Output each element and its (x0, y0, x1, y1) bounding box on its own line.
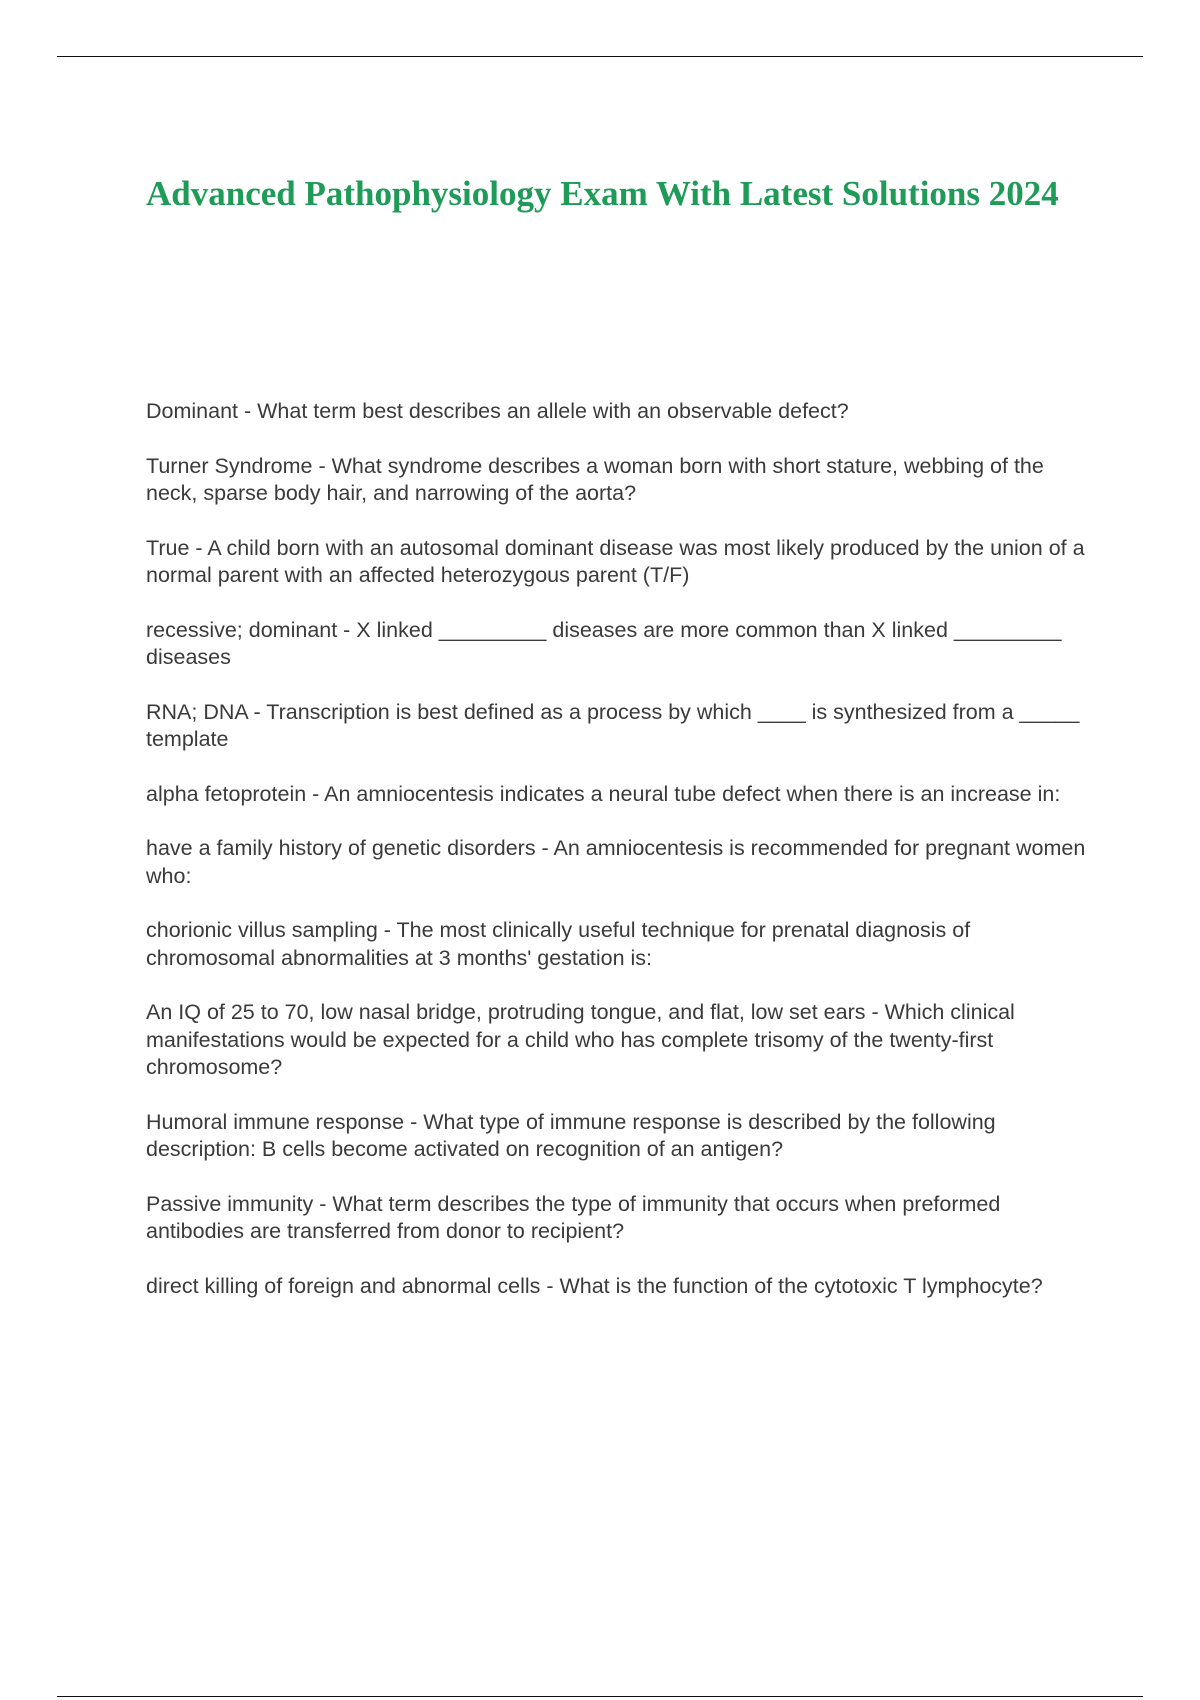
qa-list (146, 398, 1086, 1327)
qa-item: RNA; DNA - Transcription is best defined as a process by which ____ is synthesized from a _____ template (146, 699, 1080, 751)
qa-item: True - A child born with an autosomal dominant disease was most likely produced by the union of a normal parent with an affected heterozygous parent (T/F) (146, 535, 1085, 587)
qa-item: Turner Syndrome - What syndrome describes a woman born with short stature, webbing of the neck, sparse body hair, and narrowing of the aorta? (146, 453, 1044, 505)
qa-item: have a family history of genetic disorders - An amniocentesis is recommended for pregnant women who: (146, 836, 1086, 888)
qa-item: chorionic villus sampling - The most clinically useful technique for prenatal diagnosis of chromosomal abnormalities at 3 months' gestation is: (146, 918, 971, 970)
qa-item: recessive; dominant - X linked _________ diseases are more common than X linked _________ diseases (146, 617, 1062, 669)
qa-item: direct killing of foreign and abnormal cells - What is the function of the cytotoxic T lymphocyte? (146, 1273, 1043, 1298)
document-title: Advanced Pathophysiology Exam With Latest Solutions 2024 (146, 174, 1059, 213)
qa-item: Passive immunity - What term describes the type of immunity that occurs when preformed antibodies are transferred from donor to recipient? (146, 1191, 1001, 1243)
qa-item: Dominant - What term best describes an allele with an observable defect? (146, 399, 849, 423)
top-divider (57, 56, 1143, 57)
qa-item: alpha fetoprotein - An amniocentesis indicates a neural tube defect when there is an increase in: (146, 781, 1061, 806)
qa-item: Humoral immune response - What type of immune response is described by the following description: B cells become activated on recognition of an antigen? (146, 1109, 996, 1161)
bottom-divider (57, 1696, 1143, 1697)
qa-item: An IQ of 25 to 70, low nasal bridge, protruding tongue, and flat, low set ears - Which clinical manifestations would be expected for a child who has complete trisomy of the twenty-first chromosome? (146, 1000, 1015, 1079)
